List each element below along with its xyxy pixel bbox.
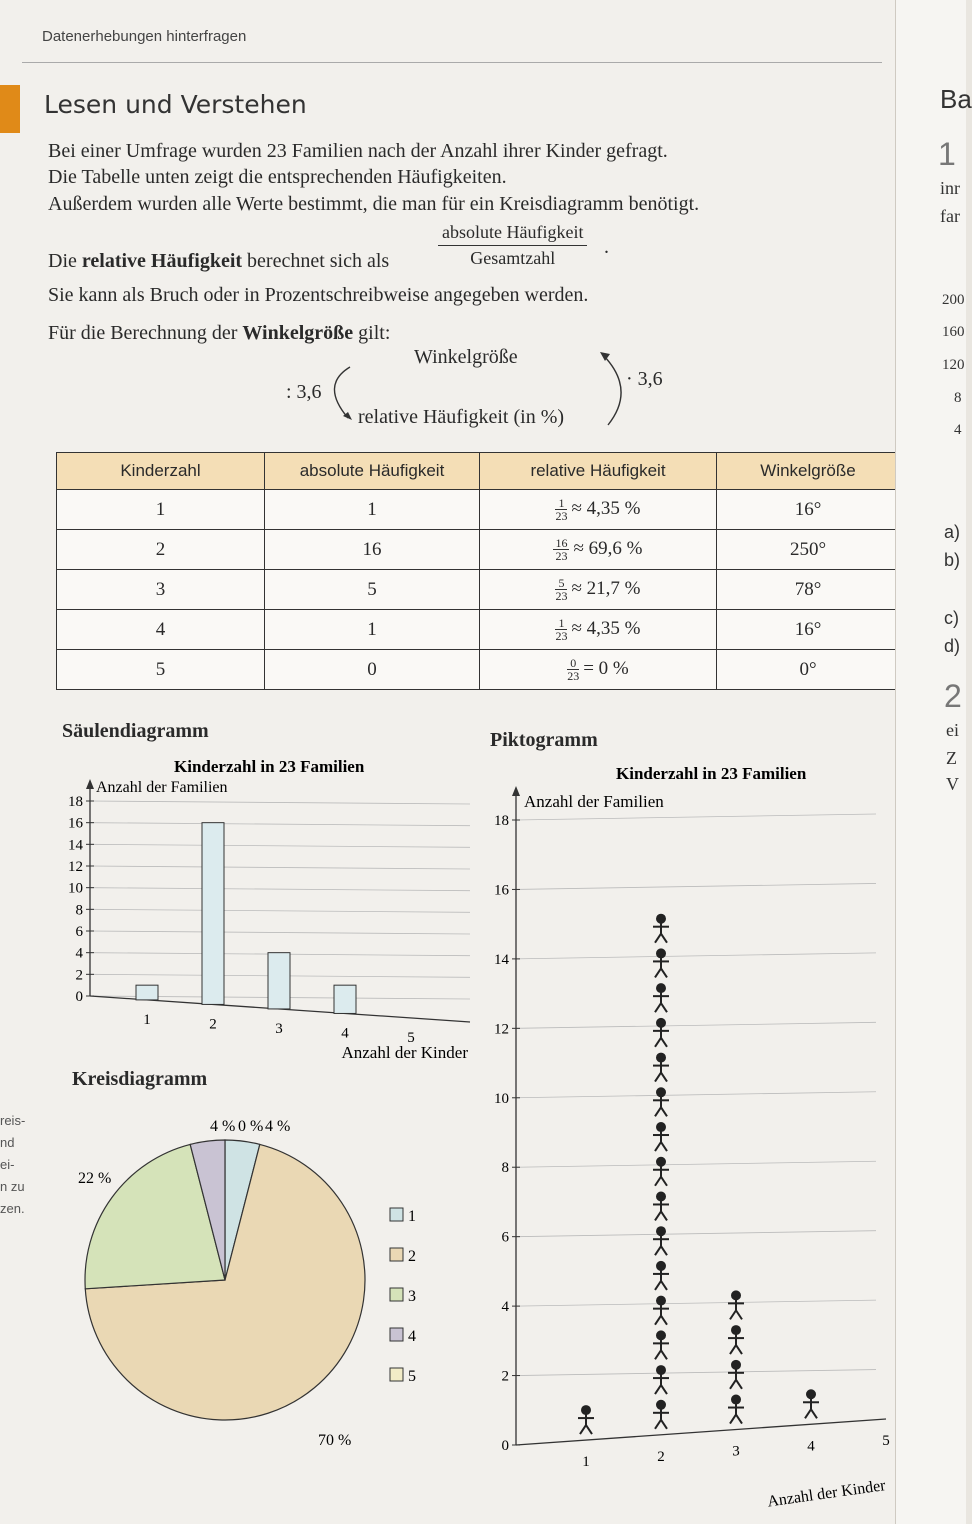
table-row bbox=[57, 490, 900, 530]
picto-gridline bbox=[516, 1231, 876, 1237]
next-tick-2: 160 bbox=[942, 324, 965, 340]
figure-leg-right bbox=[736, 1380, 742, 1389]
picto-y-tick-label: 14 bbox=[494, 951, 509, 968]
pictogram-figure-2 bbox=[653, 1019, 669, 1047]
picto-gridline bbox=[516, 1300, 876, 1306]
bar-4 bbox=[334, 985, 356, 1013]
cell-absolute: 0 bbox=[265, 650, 480, 690]
bar-x-tick-label: 1 bbox=[143, 1011, 151, 1028]
pie-legend-label: 2 bbox=[408, 1248, 416, 1265]
figure-head bbox=[657, 1123, 665, 1131]
next-label-c: c) bbox=[944, 608, 959, 628]
rel-denominator: 23 bbox=[567, 669, 580, 683]
pie-slice-label: 4 % bbox=[210, 1118, 236, 1135]
table-row bbox=[57, 650, 900, 690]
picto-x-tick-label: 3 bbox=[732, 1443, 740, 1460]
pictogram-figure-2 bbox=[653, 1192, 669, 1220]
figure-head bbox=[732, 1326, 740, 1334]
relative-fraction bbox=[438, 222, 587, 269]
rel-denominator: 23 bbox=[555, 589, 568, 603]
figure-leg-left bbox=[730, 1380, 736, 1389]
figure-head bbox=[657, 1366, 665, 1374]
figure-leg-left bbox=[655, 968, 661, 977]
next-tick-5: 4 bbox=[954, 422, 962, 438]
bar-y-tick-label: 0 bbox=[75, 989, 83, 1005]
pie-slice-label: 22 % bbox=[78, 1170, 112, 1187]
margin-line-4: n zu bbox=[0, 1179, 25, 1194]
cell-relative bbox=[480, 570, 717, 610]
figure-head bbox=[657, 1401, 665, 1409]
pictogram-figure-2 bbox=[653, 915, 669, 943]
picto-gridline bbox=[516, 1370, 876, 1376]
cell-kinderzahl: 2 bbox=[57, 530, 265, 570]
figure-head bbox=[657, 1054, 665, 1062]
next-tick-1: 200 bbox=[942, 292, 965, 308]
bar-y-tick-label: 6 bbox=[75, 924, 83, 940]
rel-value: ≈ 21,7 % bbox=[571, 577, 641, 599]
next-page-edge bbox=[895, 0, 972, 1524]
figure-leg-right bbox=[661, 1003, 667, 1012]
picto-gridline bbox=[516, 953, 876, 959]
figure-leg-right bbox=[661, 1281, 667, 1290]
figure-leg-left bbox=[655, 1073, 661, 1082]
bar-gridline bbox=[90, 931, 470, 934]
pictogram-figure-4 bbox=[803, 1390, 819, 1418]
pictogram-figure-3 bbox=[728, 1291, 744, 1319]
next-number-1: 1 bbox=[938, 136, 956, 172]
bar-gridline bbox=[90, 844, 470, 847]
figure-head bbox=[807, 1390, 815, 1398]
bar-chart bbox=[56, 750, 476, 1070]
cell-winkel: 0° bbox=[717, 650, 900, 690]
header-absolute: absolute Häufigkeit bbox=[265, 453, 480, 490]
picto-x-axis-label: Anzahl der Kinder bbox=[766, 1477, 887, 1511]
pictogram-figure-1 bbox=[578, 1406, 594, 1434]
pictogram-figure-2 bbox=[653, 1158, 669, 1186]
picto-x-axis bbox=[516, 1419, 886, 1445]
fraction-numerator: absolute Häufigkeit bbox=[438, 222, 587, 246]
pictogram-figure-2 bbox=[653, 984, 669, 1012]
figure-head bbox=[657, 1262, 665, 1270]
figure-leg-right bbox=[661, 1211, 667, 1220]
figure-head bbox=[657, 949, 665, 957]
picto-gridline bbox=[516, 814, 876, 820]
picto-gridline bbox=[516, 883, 876, 889]
running-header: Datenerhebungen hinterfragen bbox=[42, 28, 247, 45]
bar-y-tick-label: 10 bbox=[68, 880, 83, 897]
pie-legend-label: 4 bbox=[408, 1328, 416, 1345]
figure-head bbox=[582, 1406, 590, 1414]
rel-denominator: 23 bbox=[555, 549, 568, 563]
chapter-tab bbox=[0, 85, 20, 133]
rel-value: ≈ 4,35 % bbox=[571, 617, 641, 639]
figure-leg-left bbox=[655, 1281, 661, 1290]
cell-absolute: 1 bbox=[265, 610, 480, 650]
left-arrow-path bbox=[334, 367, 350, 418]
bruch-line: Sie kann als Bruch oder in Prozentschreibweise angegeben werden. bbox=[48, 284, 589, 306]
pie-legend-label: 5 bbox=[408, 1368, 416, 1385]
figure-leg-left bbox=[655, 1038, 661, 1047]
bar-y-tick-label: 2 bbox=[75, 967, 83, 984]
conversion-arrows bbox=[300, 340, 660, 440]
table-row bbox=[57, 530, 900, 570]
figure-head bbox=[657, 1158, 665, 1166]
pie-slice-label: 70 % bbox=[318, 1432, 352, 1449]
pictogram-figure-2 bbox=[653, 1331, 669, 1359]
bar-gridline bbox=[90, 823, 470, 826]
pictogram-figure-2 bbox=[653, 1401, 669, 1429]
bar-section-title: Säulendiagramm bbox=[62, 720, 209, 742]
rel-value: = 0 % bbox=[583, 657, 629, 679]
frequency-table bbox=[56, 452, 900, 690]
picto-y-tick-label: 10 bbox=[494, 1090, 509, 1107]
pictogram-figure-3 bbox=[728, 1396, 744, 1424]
conversion-bottom: relative Häufigkeit (in %) bbox=[358, 406, 565, 428]
cell-relative bbox=[480, 650, 717, 690]
picto-y-tick-label: 16 bbox=[494, 882, 509, 899]
rel-value: ≈ 69,6 % bbox=[573, 537, 643, 559]
rel-denominator: 23 bbox=[555, 509, 568, 523]
bar-gridline bbox=[90, 801, 470, 804]
figure-leg-left bbox=[730, 1415, 736, 1424]
picto-x-tick-label: 1 bbox=[582, 1454, 590, 1471]
rel-numerator: 16 bbox=[555, 536, 568, 550]
cell-kinderzahl: 4 bbox=[57, 610, 265, 650]
cell-winkel: 78° bbox=[717, 570, 900, 610]
conversion-top: Winkelgröße bbox=[414, 346, 518, 368]
rel-numerator: 0 bbox=[567, 657, 579, 670]
cell-absolute: 16 bbox=[265, 530, 480, 570]
bar-x-tick-label: 2 bbox=[209, 1016, 217, 1033]
header-rule bbox=[22, 62, 882, 63]
next-label-b: b) bbox=[944, 550, 961, 570]
figure-head bbox=[732, 1396, 740, 1404]
picto-y-axis-label: Anzahl der Familien bbox=[524, 792, 664, 811]
figure-leg-right bbox=[661, 1350, 667, 1359]
figure-leg-right bbox=[661, 1246, 667, 1255]
picto-gridline bbox=[516, 1022, 876, 1028]
right-arrow-head bbox=[600, 352, 610, 361]
bar-2 bbox=[202, 823, 224, 1005]
figure-leg-left bbox=[805, 1409, 811, 1418]
figure-head bbox=[657, 1088, 665, 1096]
figure-leg-left bbox=[655, 934, 661, 943]
intro-line-3: Außerdem wurden alle Werte bestimmt, die man für ein Kreisdiagramm benötigt. bbox=[48, 193, 700, 215]
bar-y-tick-label: 18 bbox=[68, 794, 83, 810]
pie-legend-swatch bbox=[390, 1248, 403, 1261]
pictogram-figure-2 bbox=[653, 1123, 669, 1151]
picto-y-axis-arrow bbox=[512, 786, 520, 796]
next-label-d: d) bbox=[944, 636, 961, 656]
header-relative: relative Häufigkeit bbox=[480, 453, 717, 490]
next-text-4: Z bbox=[946, 748, 957, 768]
figure-leg-left bbox=[580, 1425, 586, 1434]
figure-leg-right bbox=[736, 1345, 742, 1354]
cell-kinderzahl: 1 bbox=[57, 490, 265, 530]
pie-chart bbox=[60, 1105, 440, 1465]
figure-leg-left bbox=[655, 1316, 661, 1325]
conversion-left: : 3,6 bbox=[286, 381, 322, 403]
figure-leg-right bbox=[661, 934, 667, 943]
cell-relative bbox=[480, 490, 717, 530]
pictogram-figure-3 bbox=[728, 1361, 744, 1389]
figure-leg-right bbox=[736, 1310, 742, 1319]
picto-y-tick-label: 18 bbox=[494, 813, 509, 829]
cell-relative bbox=[480, 530, 717, 570]
picto-y-tick-label: 0 bbox=[501, 1438, 509, 1454]
picto-y-tick-label: 2 bbox=[501, 1368, 509, 1385]
figure-head bbox=[657, 984, 665, 992]
pie-legend-label: 3 bbox=[408, 1288, 416, 1305]
section-title: Lesen und Verstehen bbox=[44, 90, 307, 119]
pie-section-title: Kreisdiagramm bbox=[72, 1068, 208, 1090]
intro-line-2: Die Tabelle unten zeigt die entsprechenden Häufigkeiten. bbox=[48, 166, 507, 188]
intro-line-1: Bei einer Umfrage wurden 23 Familien nach der Anzahl ihrer Kinder gefragt. bbox=[48, 140, 668, 162]
picto-y-tick-label: 12 bbox=[494, 1021, 509, 1038]
cell-absolute: 5 bbox=[265, 570, 480, 610]
next-text-3: ei bbox=[946, 720, 959, 740]
bar-x-axis-label: Anzahl der Kinder bbox=[341, 1043, 468, 1062]
figure-leg-right bbox=[661, 1177, 667, 1186]
cell-kinderzahl: 5 bbox=[57, 650, 265, 690]
figure-leg-left bbox=[730, 1345, 736, 1354]
table-row bbox=[57, 610, 900, 650]
rel-value: ≈ 4,35 % bbox=[571, 497, 641, 519]
picto-gridline bbox=[516, 1092, 876, 1098]
next-label-a: a) bbox=[944, 522, 961, 542]
conversion-right: · 3,6 bbox=[626, 368, 663, 390]
fraction-denominator: Gesamtzahl bbox=[470, 248, 556, 268]
bar-gridline bbox=[90, 909, 470, 912]
picto-x-tick-label: 2 bbox=[657, 1448, 665, 1465]
header-winkel: Winkelgröße bbox=[717, 453, 900, 490]
figure-leg-right bbox=[661, 968, 667, 977]
picto-y-tick-label: 4 bbox=[501, 1299, 509, 1316]
bar-y-tick-label: 14 bbox=[68, 837, 83, 854]
bar-chart-title: Kinderzahl in 23 Familien bbox=[174, 757, 365, 776]
relative-definition: Die relative Häufigkeit berechnet sich als bbox=[48, 250, 390, 272]
figure-leg-right bbox=[661, 1385, 667, 1394]
margin-note bbox=[0, 1110, 50, 1220]
rel-numerator: 1 bbox=[555, 497, 567, 510]
bar-y-tick-label: 4 bbox=[75, 945, 83, 962]
pictogram-figure-2 bbox=[653, 1366, 669, 1394]
figure-leg-left bbox=[655, 1003, 661, 1012]
table-header-row bbox=[57, 453, 900, 490]
figure-leg-right bbox=[661, 1316, 667, 1325]
figure-leg-right bbox=[586, 1425, 592, 1434]
pictogram-figure-2 bbox=[653, 1088, 669, 1116]
right-arrow-path bbox=[604, 356, 621, 425]
rel-denominator: 23 bbox=[555, 629, 568, 643]
margin-line-1: reis- bbox=[0, 1113, 26, 1128]
bar-y-tick-label: 12 bbox=[68, 859, 83, 875]
pie-legend-swatch bbox=[390, 1288, 403, 1301]
picto-section-title: Piktogramm bbox=[490, 729, 598, 751]
figure-leg-right bbox=[661, 1142, 667, 1151]
figure-leg-left bbox=[655, 1107, 661, 1116]
cell-kinderzahl: 3 bbox=[57, 570, 265, 610]
bar-y-tick-label: 16 bbox=[68, 815, 83, 832]
bar-x-tick-label: 5 bbox=[407, 1029, 415, 1046]
figure-leg-left bbox=[655, 1350, 661, 1359]
table-row bbox=[57, 570, 900, 610]
bar-3 bbox=[268, 953, 290, 1009]
figure-leg-left bbox=[655, 1385, 661, 1394]
bar-gridline bbox=[90, 888, 470, 891]
next-text-1: inr bbox=[940, 178, 960, 198]
figure-head bbox=[657, 915, 665, 923]
pie-slice-label: 4 % bbox=[265, 1118, 291, 1135]
pictogram-figure-2 bbox=[653, 1262, 669, 1290]
figure-head bbox=[732, 1361, 740, 1369]
figure-leg-left bbox=[730, 1310, 736, 1319]
figure-leg-right bbox=[661, 1420, 667, 1429]
next-tick-3: 120 bbox=[942, 357, 965, 373]
fraction-period: . bbox=[604, 236, 609, 258]
margin-line-2: nd bbox=[0, 1135, 15, 1150]
pictogram-figure-2 bbox=[653, 1227, 669, 1255]
pie-legend-swatch bbox=[390, 1208, 403, 1221]
bar-x-tick-label: 4 bbox=[341, 1025, 349, 1042]
figure-head bbox=[657, 1019, 665, 1027]
figure-leg-right bbox=[661, 1107, 667, 1116]
figure-head bbox=[657, 1297, 665, 1305]
margin-line-3: ei- bbox=[0, 1157, 15, 1172]
figure-head bbox=[657, 1227, 665, 1235]
pictogram-chart bbox=[486, 755, 891, 1515]
pictogram-figure-2 bbox=[653, 1054, 669, 1082]
rel-numerator: 1 bbox=[555, 617, 567, 630]
picto-y-tick-label: 8 bbox=[501, 1160, 509, 1177]
figure-head bbox=[657, 1192, 665, 1200]
picto-x-tick-label: 4 bbox=[807, 1438, 815, 1455]
winkel-line: Für die Berechnung der Winkelgröße gilt: bbox=[48, 322, 391, 344]
bar-y-axis-label: Anzahl der Familien bbox=[96, 779, 228, 796]
cell-winkel: 16° bbox=[717, 610, 900, 650]
cell-absolute: 1 bbox=[265, 490, 480, 530]
pictogram-figure-2 bbox=[653, 949, 669, 977]
figure-leg-left bbox=[655, 1211, 661, 1220]
figure-leg-left bbox=[655, 1177, 661, 1186]
next-heading: Ba bbox=[940, 84, 972, 114]
figure-leg-left bbox=[655, 1420, 661, 1429]
figure-leg-left bbox=[655, 1142, 661, 1151]
pie-legend-swatch bbox=[390, 1328, 403, 1341]
picto-gridline bbox=[516, 1161, 876, 1167]
cell-winkel: 250° bbox=[717, 530, 900, 570]
bar-x-tick-label: 3 bbox=[275, 1020, 283, 1037]
next-tick-4: 8 bbox=[954, 390, 962, 406]
bar-1 bbox=[136, 985, 158, 1000]
bar-y-tick-label: 8 bbox=[75, 902, 83, 919]
next-text-5: V bbox=[946, 774, 959, 794]
cell-relative bbox=[480, 610, 717, 650]
figure-leg-right bbox=[736, 1415, 742, 1424]
header-kinderzahl: Kinderzahl bbox=[57, 453, 265, 490]
pie-legend-label: 1 bbox=[408, 1208, 416, 1225]
figure-head bbox=[657, 1331, 665, 1339]
bar-gridline bbox=[90, 866, 470, 869]
margin-line-5: zen. bbox=[0, 1201, 25, 1216]
picto-chart-title: Kinderzahl in 23 Familien bbox=[616, 764, 807, 783]
picto-x-tick-label: 5 bbox=[882, 1433, 890, 1449]
pie-legend-swatch bbox=[390, 1368, 403, 1381]
next-text-2: far bbox=[940, 206, 960, 226]
bar-y-axis-arrow bbox=[86, 779, 94, 789]
picto-y-tick-label: 6 bbox=[501, 1229, 509, 1246]
pictogram-figure-3 bbox=[728, 1326, 744, 1354]
figure-leg-right bbox=[811, 1409, 817, 1418]
cell-winkel: 16° bbox=[717, 490, 900, 530]
rel-numerator: 5 bbox=[555, 577, 567, 590]
figure-leg-right bbox=[661, 1073, 667, 1082]
pictogram-figure-2 bbox=[653, 1297, 669, 1325]
figure-leg-right bbox=[661, 1038, 667, 1047]
pie-slice-label: 0 % bbox=[238, 1118, 264, 1135]
figure-leg-left bbox=[655, 1246, 661, 1255]
next-number-2: 2 bbox=[944, 678, 962, 714]
figure-head bbox=[732, 1291, 740, 1299]
